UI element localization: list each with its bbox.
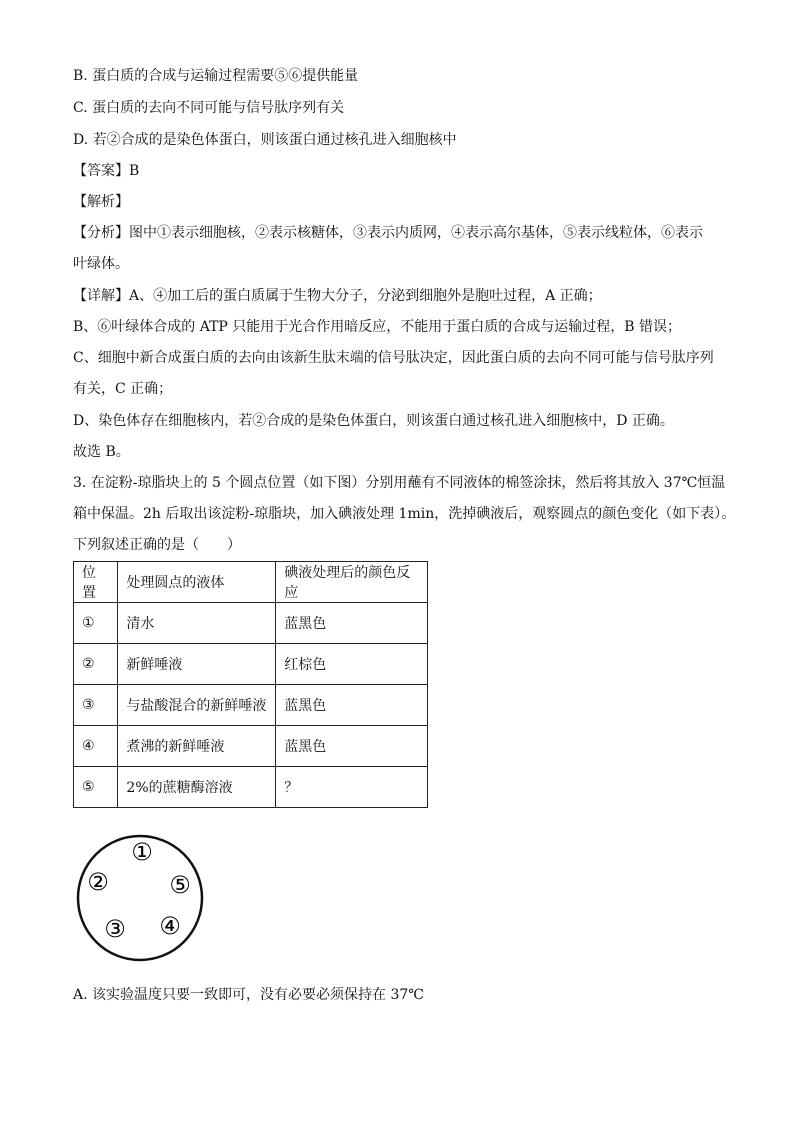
conclusion-text: 故选 B。 — [73, 444, 130, 460]
question-3-line-1: 3. 在淀粉-琼脂块上的 5 个圆点位置（如下图）分别用蘸有不同液体的棉签涂抹，然后将其放入 37℃恒温 — [73, 475, 726, 491]
table-header-cell: 处理圆点的液体 — [118, 562, 276, 603]
table-cell: 蓝黑色 — [276, 685, 428, 726]
table-cell: 蓝黑色 — [276, 726, 428, 767]
analysis-text: 【分析】图中①表示细胞核，②表示核糖体，③表示内质网，④表示高尔基体，⑤表示线粒体，⑥表示 — [73, 225, 703, 241]
table-cell: ？ — [276, 767, 428, 808]
spot-label-3: ③ — [104, 915, 126, 943]
question-3-line-3: 下列叙述正确的是（ ） — [73, 537, 241, 553]
table-cell: 与盐酸混合的新鲜唾液 — [118, 685, 276, 726]
table-cell: 红棕色 — [276, 644, 428, 685]
detail-c-text: C、细胞中新合成蛋白质的去向由该新生肽末端的信号肽决定，因此蛋白质的去向不同可能与信号肽序列 — [73, 350, 714, 366]
table-row — [74, 603, 428, 644]
option-d-text: D. 若②合成的是染色体蛋白，则该蛋白通过核孔进入细胞核中 — [73, 132, 457, 148]
table-row — [74, 767, 428, 808]
option-c-text: C. 蛋白质的去向不同可能与信号肽序列有关 — [73, 100, 345, 116]
table-cell: ③ — [74, 685, 118, 726]
table-cell: ① — [74, 603, 118, 644]
table-cell: 2%的蔗糖酶溶液 — [118, 767, 276, 808]
answer-label: 【答案】B — [73, 163, 140, 179]
spot-label-4: ④ — [159, 912, 181, 940]
detail-b-text: B、⑥叶绿体合成的 ATP 只能用于光合作用暗反应，不能用于蛋白质的合成与运输过程，B 错误； — [73, 319, 682, 335]
analysis-text-cont: 叶绿体。 — [73, 256, 129, 272]
table-cell: 新鲜唾液 — [118, 644, 276, 685]
table-cell: ④ — [74, 726, 118, 767]
detail-c-text-cont: 有关，C 正确； — [73, 381, 173, 397]
table-header-cell: 位置 — [74, 562, 118, 603]
option-a-text: A. 该实验温度只要一致即可，没有必要必须保持在 37℃ — [73, 987, 424, 1003]
table-cell: 清水 — [118, 603, 276, 644]
option-b-text: B. 蛋白质的合成与运输过程需要⑤⑥提供能量 — [73, 68, 359, 84]
table-header-row — [74, 562, 428, 603]
spot-label-1: ① — [131, 838, 153, 866]
table-row — [74, 685, 428, 726]
detail-a-text: 【详解】A、④加工后的蛋白质属于生物大分子，分泌到细胞外是胞吐过程，A 正确； — [73, 288, 602, 304]
table-cell: 煮沸的新鲜唾液 — [118, 726, 276, 767]
table-cell: 蓝黑色 — [276, 603, 428, 644]
analysis-heading: 【解析】 — [73, 194, 129, 210]
table-cell: ⑤ — [74, 767, 118, 808]
table-header-cell: 碘液处理后的颜色反应 — [276, 562, 428, 603]
detail-d-text: D、染色体存在细胞核内，若②合成的是染色体蛋白，则该蛋白通过核孔进入细胞核中，D 正确。 — [73, 413, 674, 429]
table-row — [74, 644, 428, 685]
spot-label-2: ② — [87, 868, 109, 896]
question-3-line-2: 箱中保温。2h 后取出该淀粉-琼脂块，加入碘液处理 1min，洗掉碘液后，观察圆点的颜色变化（如下表）。 — [73, 506, 736, 522]
table-row — [74, 726, 428, 767]
agar-block-diagram — [70, 833, 210, 963]
spot-label-5: ⑤ — [169, 871, 191, 899]
results-table — [73, 561, 428, 808]
table-cell: ② — [74, 644, 118, 685]
